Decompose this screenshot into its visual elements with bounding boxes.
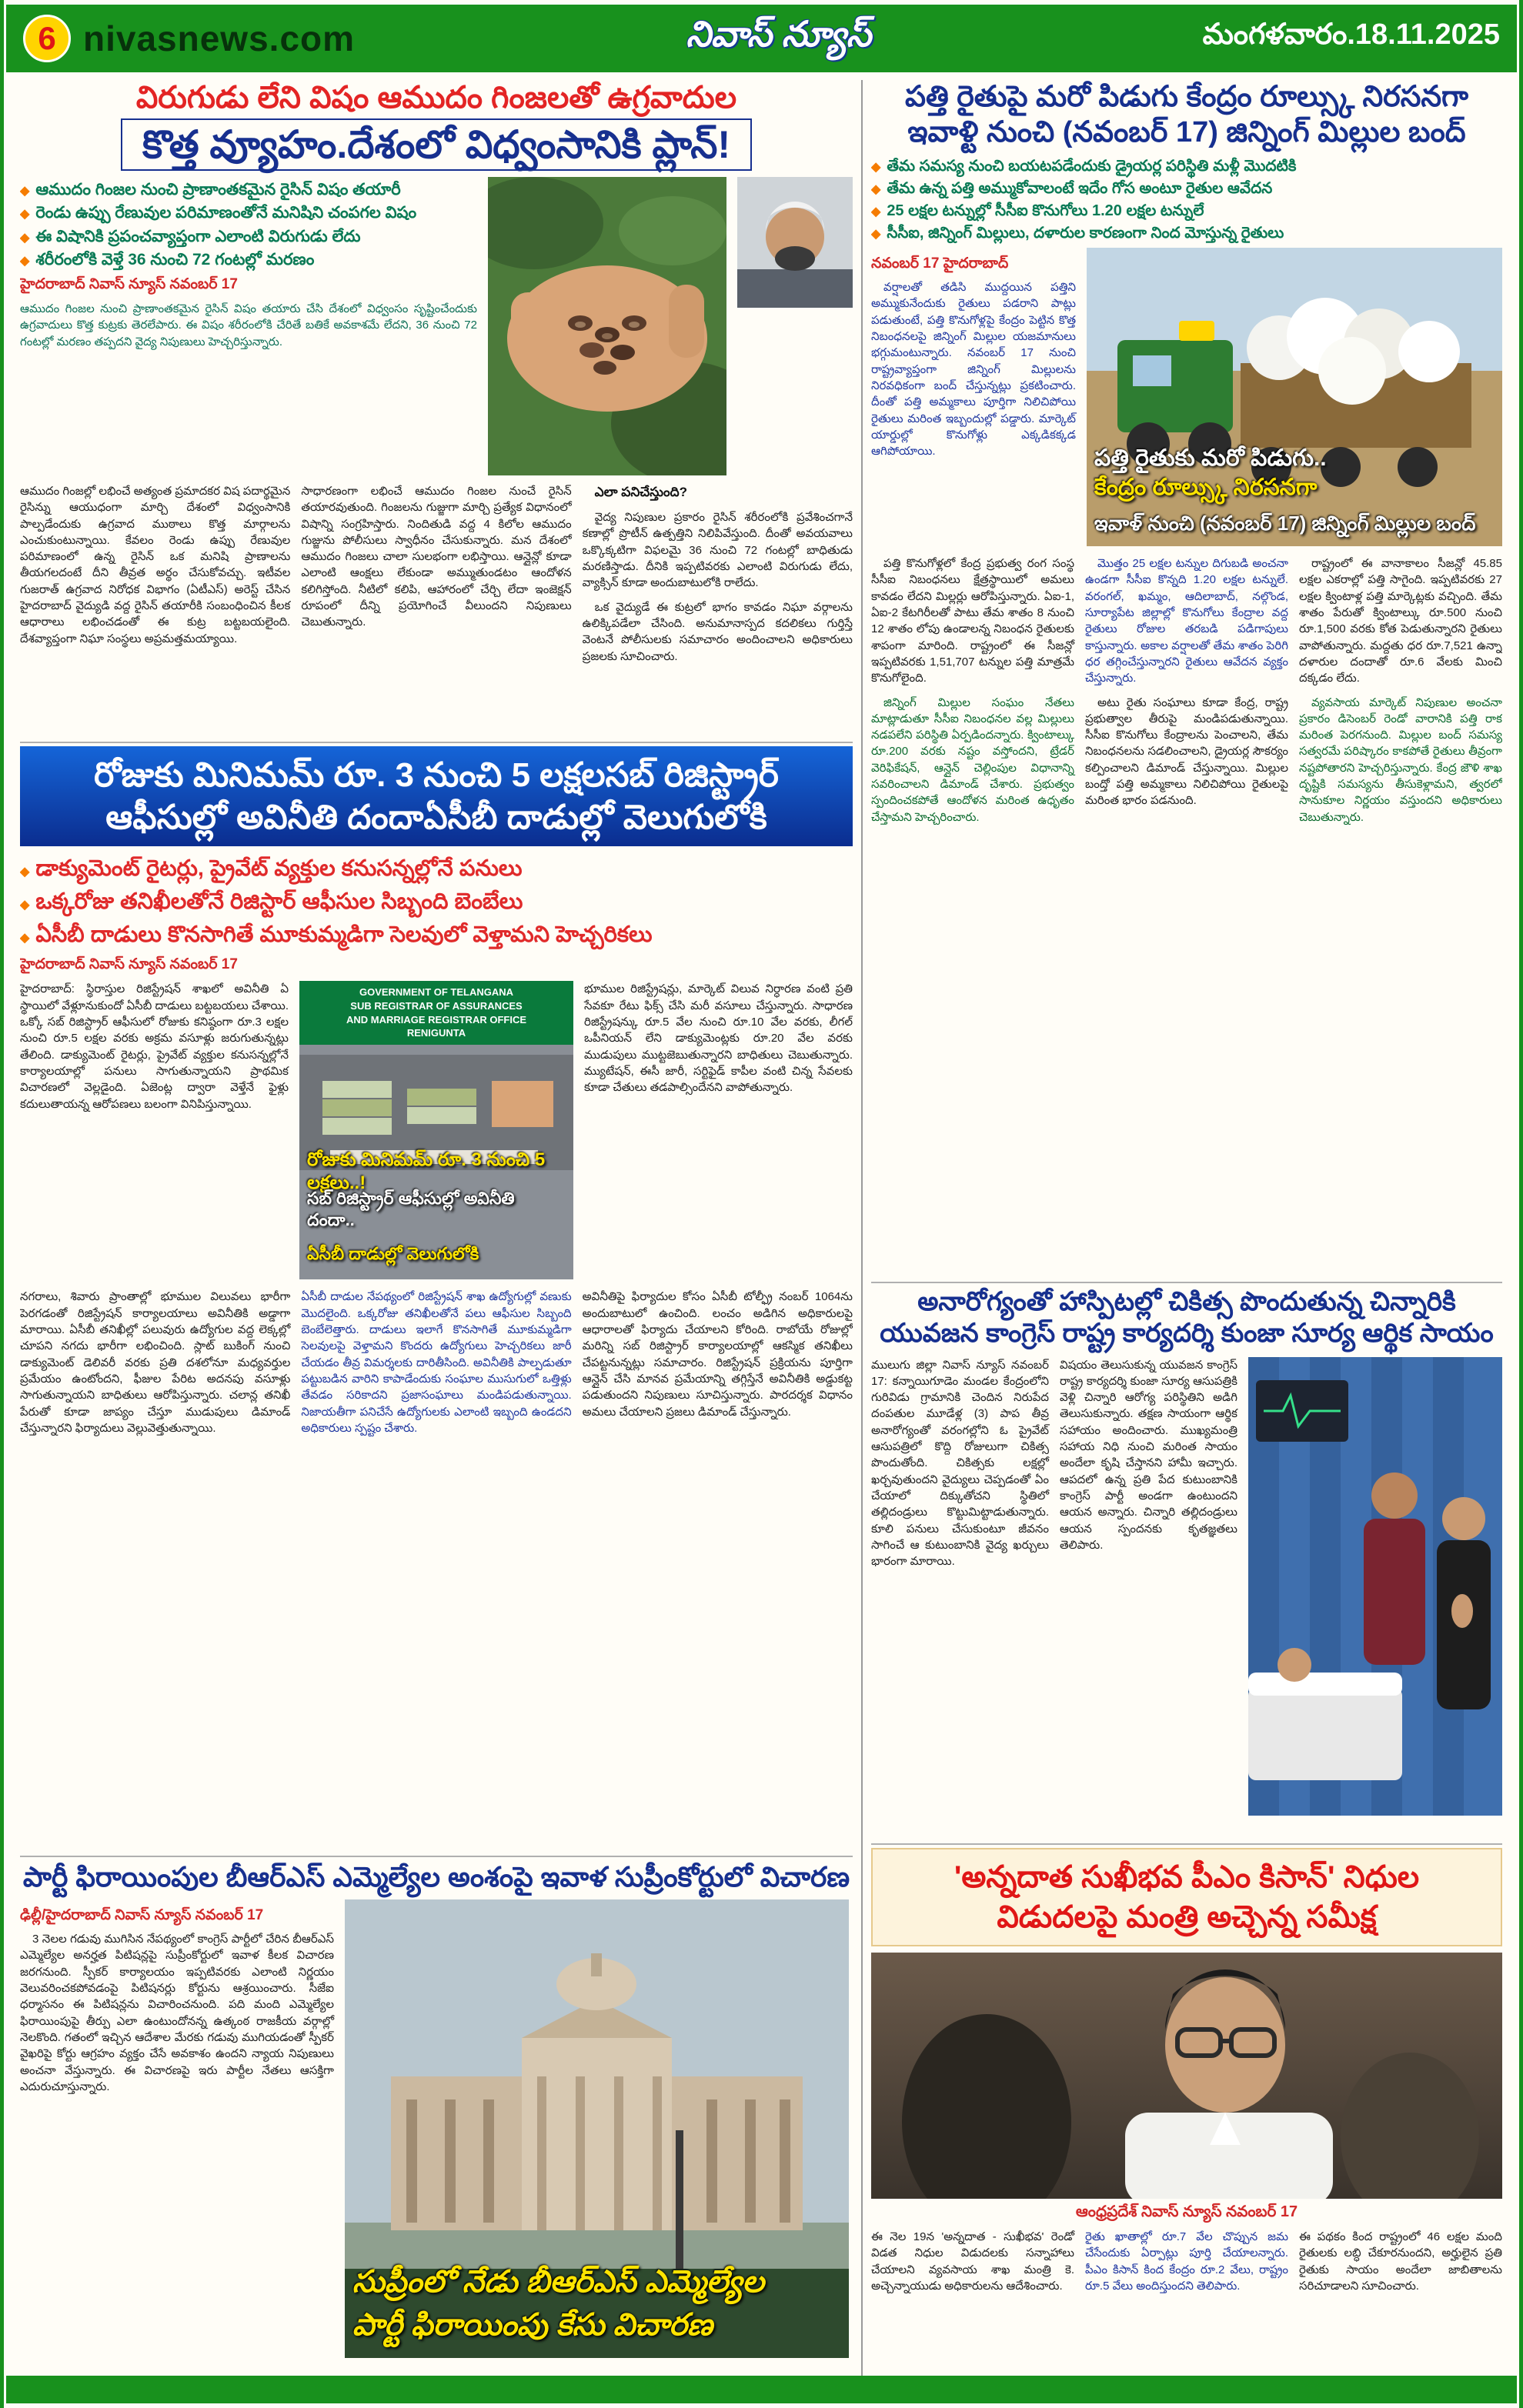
article-ricin-headline-2: కొత్త వ్యూహం.దేశంలో విధ్వంసానికి ప్లాన్! — [121, 118, 752, 171]
newspaper-logo: నివాస్ న్యూస్ — [686, 14, 872, 54]
pmkisan-headline-line-1: 'అన్నదాత సుఖీభవ పీఎం కిసాన్' నిధుల — [954, 1860, 1420, 1894]
suspect-portrait-photo — [737, 177, 853, 308]
registrar-office-photo — [299, 981, 573, 1279]
supreme-photo-caption-1: సుప్రీంలో నేడు బీఆర్ఎస్ ఎమ్మెల్యేల — [352, 2265, 764, 2300]
article-supreme-col-1 — [20, 1899, 334, 2358]
article-pmkisan-col-3: ఈ పథకం కింద రాష్ట్రంలో 46 లక్షల మంది రైతులకు లబ్ధి చేకూరనుందని, అర్హులైన ప్రతి రైతుకు సాయం అందేలా జాబితాలను సరిచూడాలని సూచించారు. — [1299, 2230, 1502, 2293]
bullet-point — [20, 202, 477, 223]
footer-bar — [6, 2376, 1517, 2403]
article-acb-col-5: అవినీతిపై ఫిర్యాదుల కోసం ఏసీబీ టోల్ఫ్రీ నంబర్ 1064ను అందుబాటులో ఉంచింది. లంచం అడిగిన అధికారులపై ఆధారాలతో ఫిర్యాదు చేయాలని కోరింది. రాబోయే రోజుల్లో మరిన్ని సబ్ రిజిస్ట్రార్ కార్యాలయాల్లో ఆకస్మిక తనిఖీలు చేపట్టనున్నట్లు సమాచారం. రిజిస్ట్రేషన్ ప్రక్రియను పూర్తిగా ఆన్లైన్ చేసి మానవ ప్రమేయాన్ని తగ్గిస్తేనే అవినీతికి అడ్డుకట్ట పడుతుందని నిపుణులు సూచిస్తున్నారు. పారదర్శక విధానం అమలు చేయాలని ప్రజలు డిమాండ్ చేస్తున్నారు. — [582, 1290, 853, 1419]
article-ricin-headline-1: విరుగుడు లేని విషం ఆముదం గింజలతో ఉగ్రవాదుల — [135, 81, 737, 115]
article-ricin-dateline: హైదరాబాద్ నివాస్ న్యూస్ నవంబర్ 17 — [20, 276, 238, 293]
acb-photo-overlay-1: రోజుకు మినిమమ్ రూ. 3 నుంచి 5 లక్షలు..! — [307, 1149, 546, 1194]
cotton-photo-overlay-3: ఇవాళ్ నుంచి (నవంబర్ 17) జిన్నింగ్ మిల్లుల బంద్ — [1094, 511, 1476, 535]
article-pmkisan-col-2: రైతు ఖాతాల్లో రూ.7 వేల చొప్పున జమ చేసేందుకు ఏర్పాట్లు పూర్తి చేయాలన్నారు. పీఎం కిసాన్ కింద కేంద్రం రూ.2 వేలు, రాష్ట్రం రూ.5 వేలు అందిస్తుందని తెలిపారు. — [1085, 2230, 1288, 2293]
point-text: 25 లక్షల టన్నుల్లో సీసీఐ కొనుగోలు 1.20 లక్షల టన్నులే — [887, 202, 1204, 220]
article-cotton-col-3 — [1299, 555, 1502, 1232]
bullet-icon: ◆ — [20, 208, 30, 222]
point-text: ఆముదం గింజల నుంచి ప్రాణాంతకమైన రైసిన్ విషం తయారీ — [35, 181, 401, 198]
article-acb-banner — [20, 746, 853, 846]
acb-photo-overlay-3: ఏసీబీ దాడుల్లో వెలుగులోకి — [307, 1243, 479, 1263]
bullet-icon: ◆ — [20, 932, 30, 946]
article-ricin-col3-p1: వైద్య నిపుణుల ప్రకారం రైసిన్ శరీరంలోకి ప్రవేశించగానే కణాల్లో ప్రొటీన్ ఉత్పత్తిని నిలిపివేస్తుంది. దీంతో అవయవాలు ఒక్కొక్కటిగా విఫలమై 36 నుంచి 72 గంటల్లో బాధితుడు మరణిస్తాడు. దీనికి ఇప్పటివరకు ఎలాంటి విరుగుడు లేదు, వ్యాక్సిన్ కూడా అందుబాటులోకి రాలేదు. — [582, 511, 853, 590]
bullet-icon: ◆ — [20, 254, 30, 268]
acb-photo-overlay-2: సబ్ రిజిస్ట్రార్ ఆఫీసుల్లో అవినీతి దందా.. — [307, 1189, 515, 1229]
bullet-point — [20, 249, 477, 270]
cotton-col1-p1: పత్తి కొనుగోళ్లలో కేంద్ర ప్రభుత్వ రంగ సంస్థ సీసీఐ నిబంధనలు క్షేత్రస్థాయిలో అమలు కావడం లేదని మిల్లర్లు ఆరోపిస్తున్నారు. ఏఐ-1, ఏఐ-2 కేటగిరీలతో పాటు తేమ శాతం 8 నుంచి 12 శాతం లోపు ఉండాలన్న నిబంధన రైతులకు శాపంగా మారింది. రాష్ట్రంలో ఈ సీజన్లో ఇప్పటివరకు 1,51,707 టన్నుల పత్తి మాత్రమే కొనుగోలైంది. — [871, 557, 1074, 685]
article-cotton-headline-1: పత్తి రైతుపై మరో పిడుగు కేంద్రం రూల్స్కు నిరసనగా — [904, 81, 1469, 113]
hospital-photo — [1248, 1357, 1502, 1816]
board-line: GOVERNMENT OF TELANGANA — [359, 986, 514, 999]
section-divider — [871, 1282, 1502, 1283]
column-divider — [861, 80, 863, 2376]
section-divider — [20, 742, 853, 743]
bullet-icon: ◆ — [871, 228, 881, 242]
bullet-icon: ◆ — [20, 185, 30, 198]
article-cotton — [871, 80, 1502, 1280]
site-name: nivasnews.com — [83, 18, 356, 58]
article-pmkisan-col-1: ఈ నెల 19న 'అన్నదాత - సుఖీభవ' రెండో విడత నిధుల విడుదలకు సన్నాహాలు చేయాలని వ్యవసాయ శాఖ మంత్రి కె. అచ్చెన్నాయుడు అధికారులను ఆదేశించారు. — [871, 2230, 1074, 2293]
bullet-icon: ◆ — [20, 231, 30, 245]
article-acb-col-3: నగరాలు, శివారు ప్రాంతాల్లో భూముల విలువలు భారీగా పెరగడంతో రిజిస్ట్రేషన్ కార్యాలయాలు అవినీతికి అడ్డాగా మారాయి. ఏసీబీ తనిఖీల్లో పలువురు ఉద్యోగుల వద్ద లెక్కల్లో చూపని నగదు భారీగా లభించింది. స్లాట్ బుకింగ్ నుంచి డాక్యుమెంట్ డెలివరీ వరకు ప్రతి దశలోనూ మధ్యవర్తుల ప్రమేయం ఉంటోందని, ఫీజుల పేరిట అదనపు వసూళ్లు సాగుతున్నాయని బాధితులు ఆరోపిస్తున్నారు. చలాన్ల తనిఖీ పేరుతో కూడా జాప్యం చేస్తూ ముడుపులు డిమాండ్ చేస్తున్నారని ఫిర్యాదులు వెల్లువెత్తుతున్నాయి. — [20, 1290, 291, 1435]
govt-office-board — [299, 981, 573, 1044]
point-text: ఒక్కరోజు తనిఖీలతోనే రిజిస్టార్ ఆఫీసుల సిబ్బంది బెంబేలు — [35, 889, 523, 915]
bullet-point — [20, 226, 477, 247]
red-point — [20, 887, 853, 917]
article-pmkisan-dateline: ఆంధ్రప్రదేశ్ నివాస్ న్యూస్ నవంబర్ 17 — [1075, 2203, 1298, 2220]
article-ricin-intro: ఆముదం గింజల నుంచి ప్రాణాంతకమైన రైసిన్ విషం తయారు చేసి దేశంలో విధ్వంసం సృష్టించేందుకు ఉగ్రవాదులు కొత్త కుట్రకు తెరలేపారు. ఈ విషం శరీరంలోకి చేరితే బతికే అవకాశమే లేదని, 36 నుంచి 72 గంటల్లో మరణం తప్పదని వైద్య నిపుణులు హెచ్చరిస్తున్నారు. — [20, 302, 477, 349]
section-divider — [871, 1843, 1502, 1845]
article-pmkisan-headline — [871, 1848, 1502, 1946]
bullet-icon: ◆ — [871, 205, 881, 219]
bullet-point — [20, 179, 477, 200]
point-text: శరీరంలోకి వెళ్తే 36 నుంచి 72 గంటల్లో మరణం — [35, 250, 315, 268]
board-line: RENIGUNTA — [406, 1027, 466, 1039]
article-aid-col-1: ములుగు జిల్లా నివాస్ న్యూస్ నవంబర్ 17: కన్నాయిగూడెం మండల కేంద్రంలోని గురివిడు గ్రామానికి చెందిన నిరుపేద దంపతుల మూడేళ్ల (3) పాప తీవ్ర అనారోగ్యంతో వరంగల్లోని ఓ ప్రైవేట్ ఆసుపత్రిలో కొద్ది రోజులుగా చికిత్స పొందుతోంది. చికిత్సకు లక్షల్లో ఖర్చవుతుందని వైద్యులు చెప్పడంతో ఏం చేయాలో దిక్కుతోచని స్థితిలో తల్లిదండ్రులు కొట్టుమిట్టాడుతున్నారు. కూలి పనులు చేసుకుంటూ జీవనం సాగించే ఆ కుటుంబానికి వైద్య ఖర్చులు భారంగా మారాయి. — [871, 1358, 1049, 1569]
bullet-point — [871, 223, 1502, 243]
board-line: SUB REGISTRAR OF ASSURANCES — [350, 999, 523, 1012]
castor-seeds-photo — [488, 177, 726, 475]
article-supreme — [20, 1860, 853, 2374]
article-acb-col-4: ఏసీబీ దాడుల నేపథ్యంలో రిజిస్ట్రేషన్ శాఖ ఉద్యోగుల్లో వణుకు మొదలైంది. ఒక్కరోజు తనిఖీలతోనే పలు ఆఫీసుల సిబ్బంది బెంబేలెత్తారు. దాడులు ఇలాగే కొనసాగితే మూకుమ్మడిగా సెలవులపై వెళ్తామని కొందరు ఉద్యోగులు హెచ్చరికలు జారీ చేయడం తీవ్ర విమర్శలకు దారితీసింది. అవినీతికి పాల్పడుతూ పట్టుబడిన వారిని కాపాడేందుకు సంఘాల ముసుగులో ఒత్తిళ్లు తేవడం సరికాదని ప్రజాసంఘాలు మండిపడుతున్నాయి. నిజాయతీగా పనిచేసే ఉద్యోగులకు ఎలాంటి ఇబ్బంది ఉండదని అధికారులు స్పష్టం చేశారు. — [301, 1290, 572, 1435]
article-cotton-dateline: నవంబర్ 17 హైదరాబాద్ — [871, 255, 1009, 272]
cotton-col2-p2: అటు రైతు సంఘాలు కూడా కేంద్ర, రాష్ట్ర ప్రభుత్వాల తీరుపై మండిపడుతున్నాయి. సీసీఐ కొనుగోలు కేంద్రాలను పెంచాలని, తేమ నిబంధనలను సడలించాలని, డ్రైయర్ల సౌకర్యం కల్పించాలని డిమాండ్ చేస్తున్నాయి. మిల్లుల బంద్తో పత్తి అమ్మకాలు నిలిచిపోయి రైతులపై మరింత భారం పడనుంది. — [1085, 695, 1288, 808]
bullet-icon: ◆ — [871, 183, 881, 197]
masthead-bar — [6, 5, 1517, 72]
edition-date: మంగళవారం.18.11.2025 — [1202, 18, 1500, 51]
supreme-court-photo — [345, 1899, 849, 2358]
article-cotton-lead-column — [871, 248, 1076, 546]
cotton-col3-p2: వ్యవసాయ మార్కెట్ నిపుణుల అంచనా ప్రకారం డిసెంబర్ రెండో వారానికి పత్తి రాక మరింత పెరగనుంది. మిల్లుల బంద్ సమస్య సత్వరమే పరిష్కారం కాకపోతే రైతులు తీవ్రంగా నష్టపోతారని హెచ్చరిస్తున్నారు. కేంద్ర జౌళి శాఖ దృష్టికి సమస్యను తీసుకెళ్లామని, త్వరలో సానుకూల నిర్ణయం వస్తుందని అధికారులు చెబుతున్నారు. — [1299, 695, 1502, 824]
article-ricin-col3-p2: ఒక వైద్యుడే ఈ కుట్రలో భాగం కావడం నిఘా వర్గాలను ఉలిక్కిపడేలా చేసింది. అనుమానాస్పద కదలికలు గుర్తిస్తే వెంటనే పోలీసులకు సమాచారం అందించాలని అధికారులు ప్రజలకు సూచించారు. — [582, 600, 853, 663]
red-point — [20, 854, 853, 884]
page-border-left — [0, 0, 4, 2408]
supreme-photo-caption-2: పార్టీ ఫిరాయింపు కేసు విచారణ — [352, 2308, 713, 2343]
page-border-right — [1519, 0, 1523, 2408]
minister-photo — [871, 1953, 1502, 2199]
point-text: తేమ ఉన్న పత్తి అమ్ముకోవాలంటే ఇదేం గోస అంటూ రైతుల ఆవేదన — [887, 180, 1273, 198]
cotton-photo-overlay-1: పత్తి రైతుకు మరో పిడుగు.. — [1094, 445, 1327, 471]
article-aid-headline-1: అనారోగ్యంతో హాస్పిటల్లో చికిత్స పొందుతున్న చిన్నారికి — [917, 1287, 1456, 1316]
page-number-badge: 6 — [23, 15, 71, 62]
article-ricin-subhead: ఎలా పనిచేస్తుంది? — [594, 485, 688, 499]
article-supreme-headline: పార్టీ ఫిరాయింపుల బీఆర్ఎస్ ఎమ్మెల్యేల అంశంపై ఇవాళ సుప్రీంకోర్టులో విచారణ — [22, 1861, 850, 1893]
bullet-icon: ◆ — [871, 161, 881, 175]
article-aid-headline-2: యువజన కాంగ్రెస్ రాష్ట్ర కార్యదర్శి కుంజా సూర్య ఆర్థిక సాయం — [880, 1318, 1494, 1348]
section-divider — [20, 1856, 853, 1857]
bullet-point — [871, 201, 1502, 221]
bullet-point — [871, 178, 1502, 198]
cotton-mill-photo — [1087, 248, 1502, 546]
article-acb-col-2: భూముల రిజిస్ట్రేషన్లు, మార్కెట్ విలువ నిర్ధారణ వంటి ప్రతి సేవకూ రేటు ఫిక్స్ చేసి మరీ వసూలు చేస్తున్నారు. సాధారణ రిజిస్ట్రేషన్కు రూ.5 వేల నుంచి రూ.10 వేల వరకు, లీగల్ ఒపీనియన్ లేని డాక్యుమెంట్లకు రూ.20 వేల వరకు ముడుపులు ముట్టజెబుతున్నారని బాధితులు చెబుతున్నారు. మ్యుటేషన్, ఈసీ జారీ, సర్టిఫైడ్ కాపీల వంటి చిన్న సేవలకు కూడా చేతులు తడపాల్సిందేనని వాపోతున్నారు. — [584, 982, 853, 1095]
bullet-icon: ◆ — [20, 865, 30, 879]
article-aid-col-2: విషయం తెలుసుకున్న యువజన కాంగ్రెస్ రాష్ట్ర కార్యదర్శి కుంజా సూర్య ఆసుపత్రికి వెళ్లి చిన్నారి ఆరోగ్య పరిస్థితిని అడిగి తెలుసుకున్నారు. తక్షణ సాయంగా ఆర్థిక సహాయం అందించారు. ముఖ్యమంత్రి సహాయ నిధి నుంచి మరింత సాయం అందేలా కృషి చేస్తానని హామీ ఇచ్చారు. ఆపదలో ఉన్న ప్రతి పేద కుటుంబానికి కాంగ్రెస్ పార్టీ అండగా ఉంటుందని ఆయన అన్నారు. చిన్నారి తల్లిదండ్రులు ఆయన స్పందనకు కృతజ్ఞతలు తెలిపారు. — [1060, 1358, 1237, 1552]
article-cotton-lead-text: వర్షాలతో తడిసి ముద్దయిన పత్తిని అమ్ముకునేందుకు రైతులు పడరాని పాట్లు పడుతుంటే, పత్తి కొనుగోళ్లపై కేంద్రం పెట్టిన కొత్త నిబంధనలపై జిన్నింగ్ మిల్లుల యజమానులు భగ్గుమంటున్నారు. నవంబర్ 17 నుంచి రాష్ట్రవ్యాప్తంగా జిన్నింగ్ మిల్లులను నిరవధికంగా బంద్ చేస్తున్నట్లు ప్రకటించారు. దీంతో పత్తి అమ్మకాలు పూర్తిగా నిలిచిపోయి రైతులు మరింత ఇబ్బందుల్లో పడ్డారు. మార్కెట్ యార్డుల్లో కొనుగోళ్లు ఎక్కడికక్కడ ఆగిపోయాయి. — [871, 281, 1076, 459]
article-acb-col-1: హైదరాబాద్: స్థిరాస్తుల రిజిస్ట్రేషన్ శాఖలో అవినీతి ఏ స్థాయిలో వేళ్లూనుకుందో ఏసీబీ దాడులు బట్టబయలు చేశాయి. ఒక్కో సబ్ రిజిస్ట్రార్ ఆఫీసులో రోజుకు కనిష్ఠంగా రూ.3 లక్షల నుంచి రూ.5 లక్షల వరకు అక్రమ వసూళ్లు జరుగుతున్నట్లు తేలింది. డాక్యుమెంట్ రైటర్లు, ప్రైవేట్ వ్యక్తుల కనుసన్నల్లోనే కార్యాలయాల్లో పనులు సాగుతున్నాయని ప్రాథమిక విచారణలో వెల్లడైంది. ఏజెంట్ల ద్వారా వెళ్తేనే ఫైళ్లు కదులుతాయన్న ఆరోపణలు బలంగా వినిపిస్తున్నాయి. — [20, 982, 289, 1111]
cotton-photo-overlay-2: కేంద్రం రూల్స్కు నిరసనగా — [1094, 474, 1318, 500]
article-cotton-col-1 — [871, 555, 1074, 1232]
cotton-col3-p1: రాష్ట్రంలో ఈ వానాకాలం సీజన్లో 45.85 లక్షల ఎకరాల్లో పత్తి సాగైంది. ఇప్పటివరకు 27 లక్షల క్వింటాళ్ల పత్తి మార్కెట్లకు వచ్చింది. తేమ శాతం పేరుతో క్వింటాల్కు రూ.500 నుంచి రూ.1,500 వరకు కోత పెడుతున్నారని రైతులు వాపోతున్నారు. మద్దతు ధర రూ.7,521 ఉన్నా దళారుల దందాతో రూ.6 వేలకు మించి దక్కడం లేదు. — [1299, 557, 1502, 685]
article-cotton-col-2 — [1085, 555, 1288, 1232]
acb-banner-line-2: ఆఫీసుల్లో అవినీతి దందాఏసీబీ దాడుల్లో వెలుగులోకి — [105, 799, 767, 836]
point-text: తేమ సమస్య నుంచి బయటపడేందుకు డ్రైయర్ల పరిస్థితి మళ్లీ మొదటికి — [887, 158, 1297, 175]
article-aid — [871, 1286, 1502, 1842]
point-text: సీసీఐ, జిన్నింగ్ మిల్లులు, దళారుల కారణంగా నింద మోస్తున్న రైతులు — [887, 225, 1284, 242]
point-text: డాక్యుమెంట్ రైటర్లు, ప్రైవేట్ వ్యక్తుల కనుసన్నల్లోనే పనులు — [35, 856, 523, 881]
article-ricin-col-1: ఆముదం గింజల్లో లభించే అత్యంత ప్రమాదకర విష పదార్థమైన రైసిన్ను ఆయుధంగా మార్చి దేశంలో విధ్వంసానికి పాల్పడేందుకు ఉగ్రవాద ముఠాలు కొత్త మార్గాలను ఎంచుకుంటున్నాయి. కేవలం రెండు ఉప్పు రేణువుల పరిమాణంలో ఉన్న రైసిన్ ఒక మనిషి ప్రాణాలను తీయగలదంటే దీని తీవ్రత అర్థం చేసుకోవచ్చు. ఇటీవల గుజరాత్ ఉగ్రవాద నిరోధక విభాగం (ఏటీఎస్) అరెస్ట్ చేసిన హైదరాబాద్ వైద్యుడి వద్ద రైసిన్ తయారీకి సంబంధించిన కీలక ఆధారాలు లభించడంతో ఈ కుట్ర బట్టబయలైంది. దేశవ్యాప్తంగా నిఘా సంస్థలు అప్రమత్తమయ్యాయి. — [20, 485, 291, 645]
point-text: ఈ విషానికి ప్రపంచవ్యాప్తంగా ఎలాంటి విరుగుడు లేదు — [35, 227, 361, 245]
point-text: రెండు ఉప్పు రేణువుల పరిమాణంతోనే మనిషిని చంపగల విషం — [35, 204, 417, 222]
article-ricin — [20, 80, 853, 740]
article-acb-dateline: హైదరాబాద్ నివాస్ న్యూస్ నవంబర్ 17 — [20, 956, 238, 973]
board-line: AND MARRIAGE REGISTRAR OFFICE — [346, 1013, 526, 1026]
article-supreme-dateline: ఢిల్లీ/హైదరాబాద్ నివాస్ న్యూస్ నవంబర్ 17 — [20, 1907, 264, 1924]
pmkisan-headline-line-2: విడుదలపై మంత్రి అచ్చెన్న సమీక్ష — [997, 1900, 1377, 1934]
article-cotton-headline-2: ఇవాళ్టి నుంచి (నవంబర్ 17) జిన్నింగ్ మిల్లుల బంద్ — [907, 115, 1466, 148]
cotton-col2-p1: మొత్తం 25 లక్షల టన్నుల దిగుబడి అంచనా ఉండగా సీసీఐ కొన్నది 1.20 లక్షల టన్నులే. వరంగల్, ఖమ్మం, ఆదిలాబాద్, నల్గొండ, సూర్యాపేట జిల్లాల్లో కొనుగోలు కేంద్రాల వద్ద రైతులు రోజుల తరబడి పడిగాపులు కాస్తున్నారు. అకాల వర్షాలతో తేమ శాతం పెరిగి ధర తగ్గించేస్తున్నారని రైతులు ఆవేదన వ్యక్తం చేస్తున్నారు. — [1085, 557, 1288, 685]
bullet-icon: ◆ — [20, 899, 30, 912]
article-ricin-lead-column — [20, 177, 477, 475]
article-pmkisan — [871, 1848, 1502, 2374]
acb-banner-line-1: రోజుకు మినిమమ్ రూ. 3 నుంచి 5 లక్షలసబ్ రిజిస్ట్రార్ — [94, 756, 779, 794]
suspect-portrait-column — [737, 177, 853, 475]
point-text: ఏసీబీ దాడులు కొనసాగితే మూకుమ్మడిగా సెలవులో వెళ్తామని హెచ్చరికలు — [35, 922, 653, 948]
article-ricin-col-3 — [583, 483, 853, 740]
red-point — [20, 920, 853, 950]
cotton-col1-p2: జిన్నింగ్ మిల్లుల సంఘం నేతలు మాట్లాడుతూ సీసీఐ నిబంధనల వల్ల మిల్లులు నడపలేని పరిస్థితి ఏర్పడిందన్నారు. క్వింటాల్కు రూ.200 వరకు నష్టం వస్తోందని, ట్రేడర్ వెరిఫికేషన్, ఆన్లైన్ చెల్లింపుల విధానాన్ని సవరించాలని డిమాండ్ చేశారు. ప్రభుత్వం స్పందించకపోతే ఆందోళన మరింత ఉధృతం చేస్తామని హెచ్చరించారు. — [871, 695, 1074, 824]
article-supreme-text: 3 నెలల గడువు ముగిసిన నేపథ్యంలో కాంగ్రెస్ పార్టీలో చేరిన బీఆర్ఎస్ ఎమ్మెల్యేల అనర్హత పిటిషన్లపై సుప్రీంకోర్టులో ఇవాళ కీలక విచారణ జరగనుంది. స్పీకర్ కార్యాలయం ఇప్పటివరకు ఎలాంటి నిర్ణయం వెలువరించకపోవడంపై పిటిషనర్లు కోర్టును ఆశ్రయించారు. సీజేఐ ధర్మాసనం ఈ పిటిషన్లను విచారించనుంది. పది మంది ఎమ్మెల్యేల ఫిరాయింపుపై తీర్పు ఎలా ఉంటుందోనన్న ఉత్కంఠ రాజకీయ వర్గాల్లో నెలకొంది. గతంలో ఇచ్చిన ఆదేశాల మేరకు గడువు ముగియడంతో స్పీకర్ వైఖరిపై కోర్టు ఆగ్రహం వ్యక్తం చేసే అవకాశం ఉందని న్యాయ నిపుణులు అంచనా వేస్తున్నారు. ఈ విచారణపై ఇరు పార్టీల నేతలు ఆసక్తిగా ఎదురుచూస్తున్నారు. — [20, 1933, 334, 2093]
article-acb — [20, 746, 853, 1854]
article-ricin-col-2: సాధారణంగా లభించే ఆముదం గింజల నుంచే రైసిన్ తయారవుతుంది. గింజలను గుజ్జుగా మార్చి ప్రత్యేక విధానంలో విషాన్ని సంగ్రహిస్తారు. నిందితుడి వద్ద 4 కిలోల ఆముదం గుజ్జును పోలీసులు స్వాధీనం చేసుకున్నారు. మన దేశంలో ఆముదం గింజలు చాలా సులభంగా లభిస్తాయి. ఆన్లైన్లో కూడా ఎలాంటి ఆంక్షలు లేకుండా అమ్ముతుండటం ఆందోళన కలిగిస్తోంది. నీటిలో కలిపి, ఆహారంలో చేర్చి లేదా ఇంజెక్షన్ రూపంలో దీన్ని ప్రయోగించే వీలుందని నిపుణులు చెబుతున్నారు. — [301, 485, 572, 629]
bullet-point — [871, 156, 1502, 176]
